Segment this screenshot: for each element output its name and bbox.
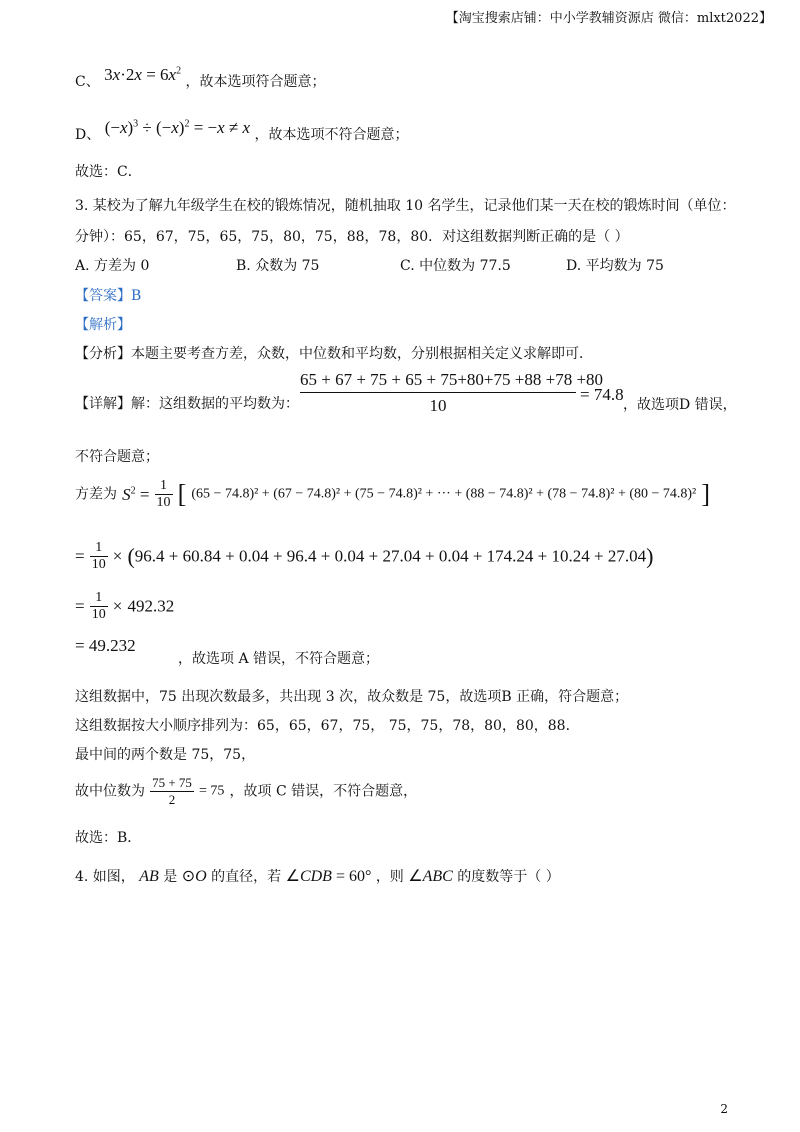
- option-c-suffix: ，故本选项符合题意；: [185, 74, 326, 90]
- q4-mid1: 是: [163, 869, 178, 885]
- total-value: 492.32: [127, 596, 175, 616]
- option-d-line: [75, 118, 409, 144]
- analysis-tag: 【解析】: [75, 317, 131, 333]
- q4-suffix: 的度数等于（ ）: [457, 869, 560, 885]
- q3-option-a: A. 方差为 0: [75, 258, 150, 274]
- variance-line: 方差为 $S^2$ = $\frac{1}{10}$ [ (65 − 74.8)² + (67 − 74.8)² + (75 − 74.8)² + ··· + (88 − 74.8)² + (78 − 74.8)² + (80 − 74.8)² ]: [75, 478, 711, 510]
- median-prefix: 故中位数为: [75, 783, 145, 800]
- option-d-label: D、: [75, 127, 101, 143]
- median-denominator: 2: [168, 792, 176, 807]
- q3-stem-line1: 3. 某校为了解九年级学生在校的锻炼情况，随机抽取 10 名学生，记录他们某一天在校的锻炼时间（单位：: [75, 198, 736, 214]
- q3-option-c: C. 中位数为 77.5: [400, 258, 511, 274]
- mean-numerator: 65 + 67 + 75 + 65 + 75+80+75 +88 +78 +80: [300, 370, 576, 393]
- median-numerator: 75 + 75: [152, 775, 192, 790]
- median-fraction: [150, 775, 194, 808]
- sum-values: 96.4 + 60.84 + 0.04 + 96.4 + 0.04 + 27.04 + 0.04 + 174.24 + 10.24 + 27.04: [134, 546, 647, 566]
- median-line: [75, 775, 417, 808]
- variance-factor: $\frac{1}{10}$: [156, 478, 171, 510]
- detail-prefix: 【详解】解：这组数据的平均数为：: [75, 396, 299, 412]
- option-c-label: C、: [75, 74, 100, 90]
- q3-option-d: D. 平均数为 75: [566, 258, 664, 274]
- option-d-suffix: ，故本选项不符合题意；: [254, 127, 409, 143]
- middle-text: 最中间的两个数是 75，75，: [75, 747, 256, 763]
- mean-result: = 74.8: [580, 385, 624, 404]
- option-c-formula: $3x\cdot 2x = 6x^2$: [104, 65, 182, 84]
- variance-result-suffix: ，故选项 A 错误，不符合题意；: [178, 651, 380, 667]
- option-d-formula: $(-x)^3 \div (-x)^2 = -x \ne x$: [104, 118, 251, 137]
- median-result: = 75: [199, 783, 225, 799]
- sum-line: = $\frac{1}{10}$ × (96.4 + 60.84 + 0.04 + 96.4 + 0.04 + 27.04 + 0.04 + 174.24 + 10.24 + 27.04): [75, 540, 654, 572]
- q4-prefix: 4. 如图，: [75, 869, 135, 885]
- select-b: 故选：B．: [75, 830, 142, 846]
- q4-stem: 4. 如图， AB 是 ⊙O 的直径，若 ∠CDB = 60° ，则 ∠ABC 的度数等于（ ）: [75, 868, 560, 885]
- total-line: = $\frac{1}{10}$ × 492.32: [75, 590, 175, 622]
- mode-text: 这组数据中，75 出现次数最多，共出现 3 次，故众数是 75，故选项B 正确，符合题意；: [75, 689, 629, 705]
- sorted-text: 这组数据按大小顺序排列为：65，65，67，75， 75，75，78，80，80，88．: [75, 718, 580, 734]
- analysis-text: 【分析】本题主要考查方差，众数，中位数和平均数，分别根据相关定义求解即可．: [75, 346, 593, 362]
- detail-suffix: ，故选项D 错误，: [623, 397, 737, 413]
- variance-prefix: 方差为: [75, 486, 117, 503]
- median-suffix: ，故项 C 错误，不符合题意，: [229, 783, 418, 800]
- q4-mid3: ，则: [375, 869, 404, 885]
- answer-tag: 【答案】B: [75, 288, 142, 304]
- page-number: 2: [720, 1102, 728, 1116]
- q3-option-b: B. 众数为 75: [236, 258, 320, 274]
- option-c-line: [75, 65, 326, 91]
- shop-header: 【淘宝搜索店铺：中小学教辅资源店 微信：mlxt2022】: [445, 11, 772, 26]
- variance-terms: (65 − 74.8)² + (67 − 74.8)² + (75 − 74.8)² + ··· + (88 − 74.8)² + (78 − 74.8)² + (80 − 74.8)²: [191, 486, 697, 502]
- not-match-text: 不符合题意；: [75, 449, 159, 465]
- mean-denominator: 10: [429, 396, 447, 415]
- variance-result: = 49.232: [75, 636, 136, 655]
- q4-mid2: 的直径，若: [211, 869, 282, 885]
- q3-stem-line2: 分钟）：65，67，75，65，75，80，75，88，78，80．对这组数据判断正确的是（ ）: [75, 229, 629, 245]
- select-c: 故选：C．: [75, 164, 142, 180]
